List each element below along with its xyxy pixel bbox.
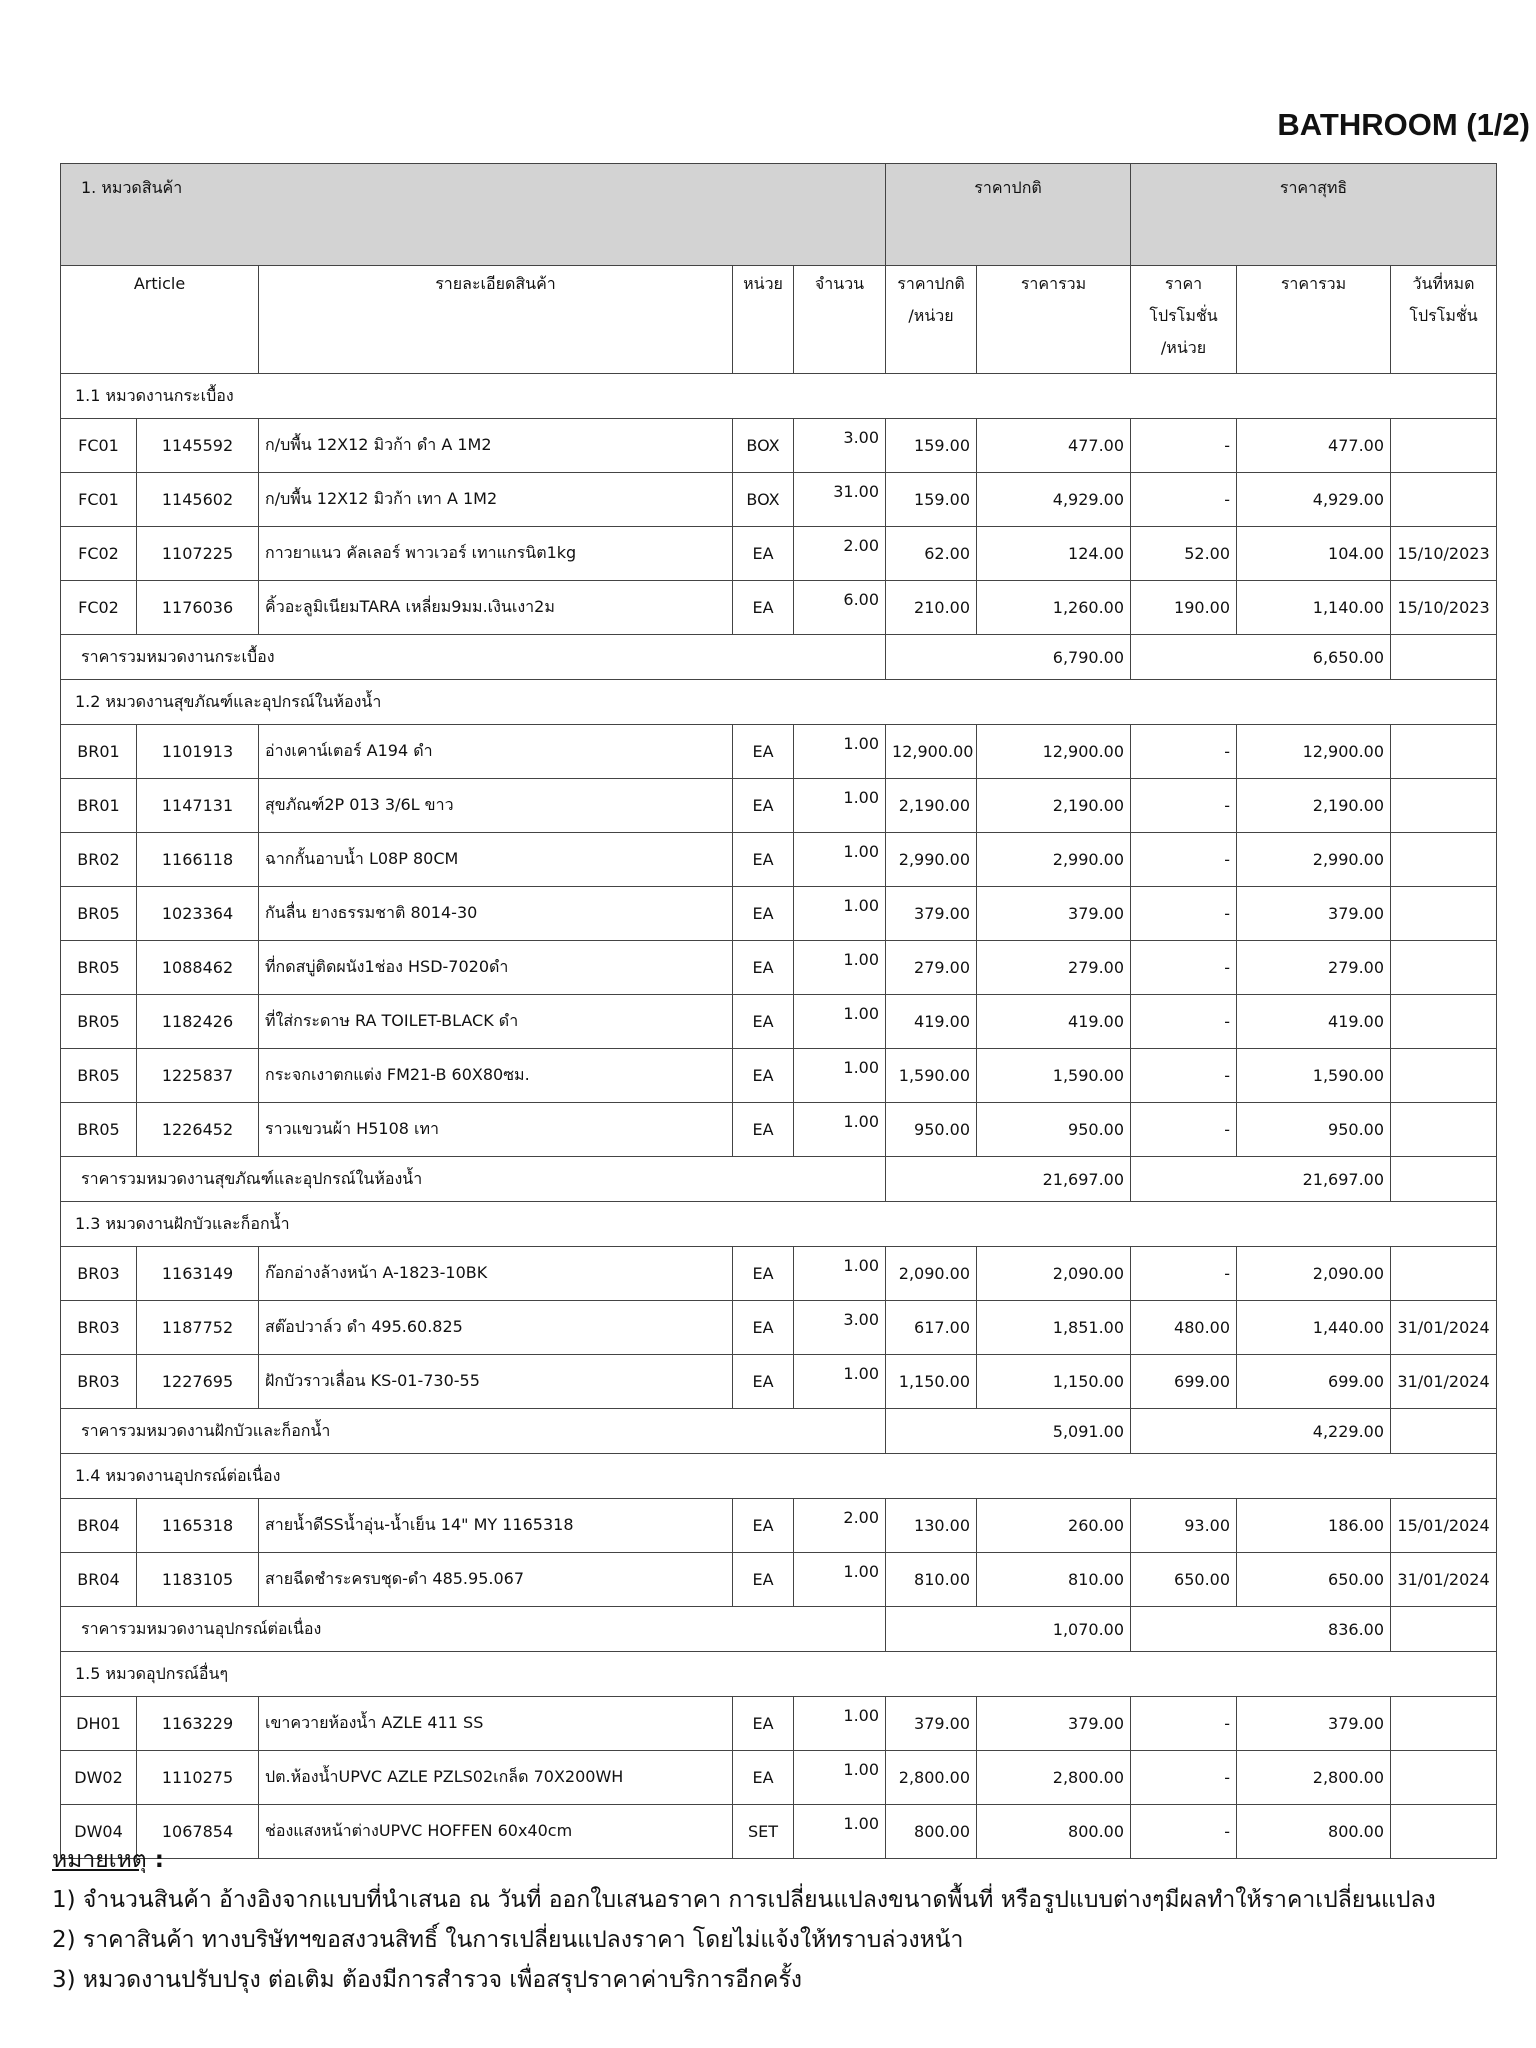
table-row	[61, 1049, 1497, 1103]
document-title: BATHROOM (1/2)	[1277, 107, 1530, 142]
item-net-total: 1,590.00	[1237, 1049, 1391, 1103]
item-total: 260.00	[977, 1499, 1131, 1553]
col-detail: รายละเอียดสินค้า	[259, 266, 733, 374]
item-net-total: 1,440.00	[1237, 1301, 1391, 1355]
section-header-row	[61, 1202, 1497, 1247]
section-header-row	[61, 1652, 1497, 1697]
item-promo-price: -	[1131, 833, 1237, 887]
table-row	[61, 1553, 1497, 1607]
item-code: BR01	[61, 725, 137, 779]
subtotal-label: ราคารวมหมวดงานสุขภัณฑ์และอุปกรณ์ในห้องน้ำ	[61, 1157, 886, 1202]
header-band	[61, 164, 1497, 266]
subtotal-net-total: 4,229.00	[1131, 1409, 1391, 1454]
item-net-total: 800.00	[1237, 1805, 1391, 1859]
item-promo-end	[1391, 1247, 1497, 1301]
item-total: 279.00	[977, 941, 1131, 995]
subtotal-total: 1,070.00	[886, 1607, 1131, 1652]
item-qty: 1.00	[794, 725, 886, 779]
item-code: BR05	[61, 941, 137, 995]
subtotal-empty	[1391, 1607, 1497, 1652]
item-qty: 1.00	[794, 1697, 886, 1751]
item-article: 1227695	[137, 1355, 259, 1409]
item-promo-price: -	[1131, 941, 1237, 995]
item-promo-end: 31/01/2024	[1391, 1553, 1497, 1607]
item-article: 1023364	[137, 887, 259, 941]
section-title: 1.3 หมวดงานฝักบัวและก็อกน้ำ	[61, 1202, 1497, 1247]
subtotal-empty	[1391, 635, 1497, 680]
item-net-total: 12,900.00	[1237, 725, 1391, 779]
item-code: DW04	[61, 1805, 137, 1859]
item-qty: 3.00	[794, 419, 886, 473]
item-unit-price: 159.00	[886, 473, 977, 527]
item-promo-end	[1391, 473, 1497, 527]
item-promo-end	[1391, 1049, 1497, 1103]
item-promo-end	[1391, 995, 1497, 1049]
item-promo-end	[1391, 779, 1497, 833]
item-article: 1110275	[137, 1751, 259, 1805]
item-unit: EA	[733, 1553, 794, 1607]
item-promo-end	[1391, 419, 1497, 473]
item-promo-price: 52.00	[1131, 527, 1237, 581]
item-code: DW02	[61, 1751, 137, 1805]
item-unit-price: 2,190.00	[886, 779, 977, 833]
item-promo-price: -	[1131, 1751, 1237, 1805]
subtotal-label: ราคารวมหมวดงานฝักบัวและก็อกน้ำ	[61, 1409, 886, 1454]
item-qty: 1.00	[794, 1049, 886, 1103]
item-total: 379.00	[977, 1697, 1131, 1751]
item-net-total: 279.00	[1237, 941, 1391, 995]
item-promo-price: -	[1131, 725, 1237, 779]
item-code: FC01	[61, 473, 137, 527]
subtotal-net-total: 21,697.00	[1131, 1157, 1391, 1202]
table-row	[61, 1499, 1497, 1553]
section-title: 1.4 หมวดงานอุปกรณ์ต่อเนื่อง	[61, 1454, 1497, 1499]
item-net-total: 477.00	[1237, 419, 1391, 473]
item-unit: EA	[733, 1697, 794, 1751]
table-row	[61, 995, 1497, 1049]
table-row	[61, 1103, 1497, 1157]
item-article: 1145592	[137, 419, 259, 473]
item-promo-end: 15/10/2023	[1391, 527, 1497, 581]
item-net-total: 104.00	[1237, 527, 1391, 581]
note-line: 2) ราคาสินค้า ทางบริษัทฯขอสงวนสิทธิ์ ในการเปลี่ยนแปลงราคา โดยไม่แจ้งให้ทราบล่วงหน้า	[52, 1927, 964, 1953]
item-unit-price: 2,090.00	[886, 1247, 977, 1301]
item-unit: EA	[733, 725, 794, 779]
item-net-total: 4,929.00	[1237, 473, 1391, 527]
item-net-total: 950.00	[1237, 1103, 1391, 1157]
table-row	[61, 1301, 1497, 1355]
item-detail: อ่างเคาน์เตอร์ A194 ดำ	[259, 725, 733, 779]
item-promo-end	[1391, 725, 1497, 779]
item-promo-price: -	[1131, 473, 1237, 527]
item-net-total: 1,140.00	[1237, 581, 1391, 635]
table-row	[61, 527, 1497, 581]
item-unit-price: 379.00	[886, 1697, 977, 1751]
item-qty: 3.00	[794, 1301, 886, 1355]
item-detail: สายน้ำดีSSน้ำอุ่น-น้ำเย็น 14" MY 1165318	[259, 1499, 733, 1553]
category-label: 1. หมวดสินค้า	[61, 164, 886, 266]
subtotal-empty	[1391, 1157, 1497, 1202]
item-qty: 1.00	[794, 1247, 886, 1301]
item-total: 950.00	[977, 1103, 1131, 1157]
table-row	[61, 1355, 1497, 1409]
item-unit: EA	[733, 581, 794, 635]
table-row	[61, 779, 1497, 833]
item-code: BR03	[61, 1247, 137, 1301]
item-article: 1166118	[137, 833, 259, 887]
item-total: 800.00	[977, 1805, 1131, 1859]
item-promo-price: 699.00	[1131, 1355, 1237, 1409]
item-net-total: 2,190.00	[1237, 779, 1391, 833]
item-promo-price: 650.00	[1131, 1553, 1237, 1607]
col-article: Article	[61, 266, 259, 374]
item-code: FC02	[61, 581, 137, 635]
regular-price-group-header: ราคาปกติ	[886, 164, 1131, 266]
item-article: 1088462	[137, 941, 259, 995]
table-row	[61, 581, 1497, 635]
item-net-total: 699.00	[1237, 1355, 1391, 1409]
col-total: ราคารวม	[977, 266, 1131, 374]
item-detail: กระจกเงาตกแต่ง FM21-B 60X80ซม.	[259, 1049, 733, 1103]
item-article: 1165318	[137, 1499, 259, 1553]
item-qty: 1.00	[794, 887, 886, 941]
item-unit: EA	[733, 1049, 794, 1103]
table-row	[61, 887, 1497, 941]
subtotal-row	[61, 1409, 1497, 1454]
item-promo-price: -	[1131, 1049, 1237, 1103]
item-promo-price: 190.00	[1131, 581, 1237, 635]
item-promo-end: 31/01/2024	[1391, 1301, 1497, 1355]
item-article: 1067854	[137, 1805, 259, 1859]
item-promo-price: -	[1131, 887, 1237, 941]
item-detail: ก/บพื้น 12X12 มิวก้า เทา A 1M2	[259, 473, 733, 527]
item-unit: SET	[733, 1805, 794, 1859]
col-unit-price: ราคาปกติ /หน่วย	[886, 266, 977, 374]
net-price-group-header: ราคาสุทธิ	[1131, 164, 1497, 266]
item-detail: ฉากกั้นอาบน้ำ L08P 80CM	[259, 833, 733, 887]
item-qty: 1.00	[794, 1805, 886, 1859]
item-code: BR02	[61, 833, 137, 887]
item-detail: ช่องแสงหน้าต่างUPVC HOFFEN 60x40cm	[259, 1805, 733, 1859]
item-promo-price: -	[1131, 1103, 1237, 1157]
item-article: 1182426	[137, 995, 259, 1049]
item-article: 1147131	[137, 779, 259, 833]
item-detail: ราวแขวนผ้า H5108 เทา	[259, 1103, 733, 1157]
item-detail: คิ้วอะลูมิเนียมTARA เหลี่ยม9มม.เงินเงา2ม	[259, 581, 733, 635]
item-total: 12,900.00	[977, 725, 1131, 779]
item-code: FC01	[61, 419, 137, 473]
item-article: 1225837	[137, 1049, 259, 1103]
subtotal-total: 6,790.00	[886, 635, 1131, 680]
item-promo-price: -	[1131, 1697, 1237, 1751]
item-net-total: 2,090.00	[1237, 1247, 1391, 1301]
quotation-table	[60, 163, 1497, 1859]
col-promo-price: ราคา โปรโมชั่น /หน่วย	[1131, 266, 1237, 374]
notes-colon: :	[146, 1847, 164, 1873]
item-unit-price: 419.00	[886, 995, 977, 1049]
item-promo-price: -	[1131, 1247, 1237, 1301]
item-unit: BOX	[733, 473, 794, 527]
item-promo-price: -	[1131, 419, 1237, 473]
item-unit: EA	[733, 1301, 794, 1355]
item-detail: ที่กดสบู่ติดผนัง1ช่อง HSD-7020ดำ	[259, 941, 733, 995]
item-unit: EA	[733, 1247, 794, 1301]
item-code: DH01	[61, 1697, 137, 1751]
notes	[52, 1840, 1436, 2000]
col-promo-end: วันที่หมด โปรโมชั่น	[1391, 266, 1497, 374]
item-qty: 1.00	[794, 1103, 886, 1157]
item-unit-price: 62.00	[886, 527, 977, 581]
note-line: 1) จำนวนสินค้า อ้างอิงจากแบบที่นำเสนอ ณ วันที่ ออกใบเสนอราคา การเปลี่ยนแปลงขนาดพื้นที่ หรือรูปแบบต่างๆมีผลทำให้ราคาเปลี่ยนแปลง	[52, 1887, 1436, 1913]
section-header-row	[61, 680, 1497, 725]
section-header-row	[61, 1454, 1497, 1499]
item-unit-price: 379.00	[886, 887, 977, 941]
item-detail: สายฉีดชำระครบชุด-ดำ 485.95.067	[259, 1553, 733, 1607]
item-total: 2,090.00	[977, 1247, 1131, 1301]
item-qty: 1.00	[794, 833, 886, 887]
col-unit: หน่วย	[733, 266, 794, 374]
item-net-total: 650.00	[1237, 1553, 1391, 1607]
col-net-total: ราคารวม	[1237, 266, 1391, 374]
item-unit: EA	[733, 995, 794, 1049]
item-unit-price: 159.00	[886, 419, 977, 473]
item-unit-price: 617.00	[886, 1301, 977, 1355]
item-unit-price: 810.00	[886, 1553, 977, 1607]
item-unit-price: 1,590.00	[886, 1049, 977, 1103]
item-code: BR03	[61, 1301, 137, 1355]
item-unit: EA	[733, 887, 794, 941]
item-total: 2,190.00	[977, 779, 1131, 833]
item-qty: 1.00	[794, 1355, 886, 1409]
item-qty: 2.00	[794, 527, 886, 581]
item-promo-price: -	[1131, 1805, 1237, 1859]
subtotal-label: ราคารวมหมวดงานอุปกรณ์ต่อเนื่อง	[61, 1607, 886, 1652]
table-row	[61, 1697, 1497, 1751]
item-detail: ก๊อกอ่างล้างหน้า A-1823-10BK	[259, 1247, 733, 1301]
col-qty: จำนวน	[794, 266, 886, 374]
item-total: 379.00	[977, 887, 1131, 941]
subtotal-net-total: 836.00	[1131, 1607, 1391, 1652]
subtotal-row	[61, 635, 1497, 680]
item-total: 124.00	[977, 527, 1131, 581]
item-total: 1,851.00	[977, 1301, 1131, 1355]
item-unit: EA	[733, 1751, 794, 1805]
table-row	[61, 1751, 1497, 1805]
section-title: 1.2 หมวดงานสุขภัณฑ์และอุปกรณ์ในห้องน้ำ	[61, 680, 1497, 725]
item-article: 1163149	[137, 1247, 259, 1301]
subtotal-net-total: 6,650.00	[1131, 635, 1391, 680]
subtotal-row	[61, 1157, 1497, 1202]
item-promo-end	[1391, 1697, 1497, 1751]
item-unit-price: 210.00	[886, 581, 977, 635]
item-promo-price: 480.00	[1131, 1301, 1237, 1355]
item-article: 1226452	[137, 1103, 259, 1157]
item-unit: EA	[733, 1499, 794, 1553]
item-total: 810.00	[977, 1553, 1131, 1607]
section-title: 1.1 หมวดงานกระเบื้อง	[61, 374, 1497, 419]
item-qty: 1.00	[794, 995, 886, 1049]
item-promo-end: 15/10/2023	[1391, 581, 1497, 635]
item-unit-price: 1,150.00	[886, 1355, 977, 1409]
item-promo-price: 93.00	[1131, 1499, 1237, 1553]
item-promo-end	[1391, 1751, 1497, 1805]
item-promo-end: 15/01/2024	[1391, 1499, 1497, 1553]
item-code: BR05	[61, 995, 137, 1049]
item-code: BR05	[61, 1103, 137, 1157]
table-row	[61, 473, 1497, 527]
item-unit: EA	[733, 779, 794, 833]
item-article: 1101913	[137, 725, 259, 779]
item-unit-price: 130.00	[886, 1499, 977, 1553]
item-qty: 2.00	[794, 1499, 886, 1553]
notes-title: หมายเหตุ	[52, 1847, 147, 1873]
item-net-total: 2,800.00	[1237, 1751, 1391, 1805]
item-code: FC02	[61, 527, 137, 581]
section-title: 1.5 หมวดอุปกรณ์อื่นๆ	[61, 1652, 1497, 1697]
item-total: 1,590.00	[977, 1049, 1131, 1103]
item-total: 1,260.00	[977, 581, 1131, 635]
item-net-total: 379.00	[1237, 1697, 1391, 1751]
column-header-row	[61, 266, 1497, 374]
item-promo-end	[1391, 887, 1497, 941]
item-total: 477.00	[977, 419, 1131, 473]
item-unit: EA	[733, 941, 794, 995]
item-promo-end: 31/01/2024	[1391, 1355, 1497, 1409]
item-unit: EA	[733, 527, 794, 581]
item-unit: EA	[733, 1103, 794, 1157]
subtotal-empty	[1391, 1409, 1497, 1454]
item-article: 1187752	[137, 1301, 259, 1355]
item-article: 1176036	[137, 581, 259, 635]
item-code: BR03	[61, 1355, 137, 1409]
item-total: 2,800.00	[977, 1751, 1131, 1805]
table-row	[61, 1247, 1497, 1301]
item-total: 419.00	[977, 995, 1131, 1049]
item-unit-price: 2,990.00	[886, 833, 977, 887]
item-net-total: 186.00	[1237, 1499, 1391, 1553]
item-article: 1163229	[137, 1697, 259, 1751]
item-article: 1145602	[137, 473, 259, 527]
item-code: BR04	[61, 1553, 137, 1607]
subtotal-label: ราคารวมหมวดงานกระเบื้อง	[61, 635, 886, 680]
table-row	[61, 941, 1497, 995]
table-row	[61, 725, 1497, 779]
item-detail: ปต.ห้องน้ำUPVC AZLE PZLS02เกล็ด 70X200WH	[259, 1751, 733, 1805]
item-qty: 1.00	[794, 1751, 886, 1805]
item-detail: สุขภัณฑ์2P 013 3/6L ขาว	[259, 779, 733, 833]
item-net-total: 2,990.00	[1237, 833, 1391, 887]
item-total: 1,150.00	[977, 1355, 1131, 1409]
item-code: BR05	[61, 887, 137, 941]
item-promo-end	[1391, 833, 1497, 887]
item-promo-end	[1391, 941, 1497, 995]
item-unit-price: 12,900.00	[886, 725, 977, 779]
item-unit: EA	[733, 1355, 794, 1409]
item-qty: 1.00	[794, 941, 886, 995]
item-unit-price: 2,800.00	[886, 1751, 977, 1805]
item-article: 1107225	[137, 527, 259, 581]
item-article: 1183105	[137, 1553, 259, 1607]
item-code: BR01	[61, 779, 137, 833]
item-qty: 31.00	[794, 473, 886, 527]
item-promo-price: -	[1131, 995, 1237, 1049]
subtotal-total: 21,697.00	[886, 1157, 1131, 1202]
item-unit-price: 279.00	[886, 941, 977, 995]
item-detail: เขาควายห้องน้ำ AZLE 411 SS	[259, 1697, 733, 1751]
item-qty: 1.00	[794, 779, 886, 833]
item-unit: EA	[733, 833, 794, 887]
item-total: 2,990.00	[977, 833, 1131, 887]
item-unit-price: 950.00	[886, 1103, 977, 1157]
note-line: 3) หมวดงานปรับปรุง ต่อเติม ต้องมีการสำรวจ เพื่อสรุปราคาค่าบริการอีกครั้ง	[52, 1967, 802, 1993]
item-net-total: 379.00	[1237, 887, 1391, 941]
item-total: 4,929.00	[977, 473, 1131, 527]
table-row	[61, 419, 1497, 473]
item-detail: ที่ใส่กระดาษ RA TOILET-BLACK ดำ	[259, 995, 733, 1049]
item-unit: BOX	[733, 419, 794, 473]
item-unit-price: 800.00	[886, 1805, 977, 1859]
item-qty: 1.00	[794, 1553, 886, 1607]
item-net-total: 419.00	[1237, 995, 1391, 1049]
item-detail: กันลื่น ยางธรรมชาติ 8014-30	[259, 887, 733, 941]
item-detail: กาวยาแนว คัลเลอร์ พาวเวอร์ เทาแกรนิต1kg	[259, 527, 733, 581]
item-qty: 6.00	[794, 581, 886, 635]
subtotal-total: 5,091.00	[886, 1409, 1131, 1454]
item-promo-end	[1391, 1103, 1497, 1157]
table-row	[61, 833, 1497, 887]
subtotal-row	[61, 1607, 1497, 1652]
item-promo-price: -	[1131, 779, 1237, 833]
item-code: BR05	[61, 1049, 137, 1103]
item-detail: ก/บพื้น 12X12 มิวก้า ดำ A 1M2	[259, 419, 733, 473]
item-detail: ฝักบัวราวเลื่อน KS-01-730-55	[259, 1355, 733, 1409]
section-header-row	[61, 374, 1497, 419]
item-detail: สต๊อปวาล์ว ดำ 495.60.825	[259, 1301, 733, 1355]
item-code: BR04	[61, 1499, 137, 1553]
